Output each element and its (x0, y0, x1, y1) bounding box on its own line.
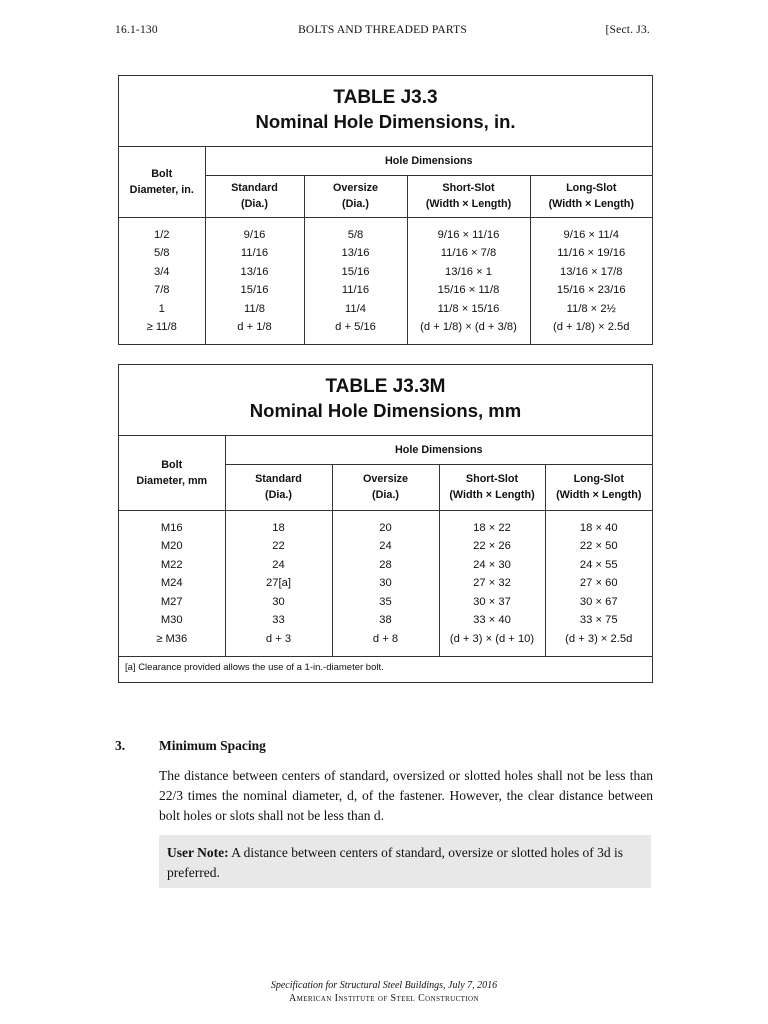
page-footer (0, 979, 768, 1005)
table-cell: 11/16 × 7/8 (407, 244, 530, 263)
column-header-long-slot: Long-Slot (Width × Length) (545, 464, 652, 510)
column-header-oversize: Oversize (Dia.) (304, 175, 407, 217)
table-cell: ≥ 11/8 (146, 321, 177, 333)
table-cell: 11/16 (304, 281, 407, 300)
table-cell: 28 (332, 556, 439, 575)
table-grid (119, 436, 652, 656)
table-cell: 30 (332, 574, 439, 593)
user-note-text: A distance between centers of standard, oversize or slotted holes of 3d is preferred. (167, 845, 624, 880)
table-cell: 11/16 × 19/16 (530, 244, 652, 263)
table-title-block (119, 365, 652, 436)
group-header: Hole Dimensions (225, 436, 652, 464)
footer-publisher: American Institute of Steel Construction (289, 993, 479, 1004)
table-cell: 27 × 60 (545, 574, 652, 593)
table-cell: M30 (160, 614, 183, 626)
table-cell: 24 (225, 556, 332, 575)
table-cell: 9/16 × 11/16 (407, 217, 530, 244)
table-cell: 11/16 (205, 244, 304, 263)
table-cell: M27 (160, 595, 183, 608)
table-cell: 13/16 (205, 263, 304, 282)
table-j3-3 (118, 75, 653, 345)
group-header: Hole Dimensions (205, 147, 652, 175)
table-cell: 24 (332, 537, 439, 556)
table-cell: 5/8 (304, 217, 407, 244)
table-row (119, 510, 652, 537)
table-row (119, 537, 652, 556)
table-cell: M22 (160, 558, 183, 571)
table-cell: 15/16 × 23/16 (530, 281, 652, 300)
table-cell: 38 (332, 611, 439, 630)
table-cell: 1/2 (153, 228, 170, 241)
table-cell: 1 (158, 302, 165, 315)
table-cell: 11/8 (205, 300, 304, 319)
table-cell: 9/16 × 11/4 (530, 217, 652, 244)
table-subtitle: Nominal Hole Dimensions, mm (249, 400, 522, 421)
table-cell: 30 × 37 (439, 593, 545, 612)
table-cell: 7/8 (153, 284, 170, 296)
table-row (119, 318, 652, 345)
table-cell: 33 (225, 611, 332, 630)
table-cell: (d + 1/8) × 2.5d (530, 318, 652, 345)
table-subtitle: Nominal Hole Dimensions, in. (255, 111, 516, 132)
table-j3-3m (118, 364, 653, 683)
table-cell: d + 1/8 (205, 318, 304, 345)
table-row (119, 611, 652, 630)
table-cell: d + 5/16 (304, 318, 407, 345)
table-cell: (d + 3) × (d + 10) (439, 630, 545, 657)
table-cell: M24 (160, 577, 183, 589)
table-row (119, 556, 652, 575)
table-cell: 11/4 (304, 300, 407, 319)
table-cell: 15/16 × 11/8 (407, 281, 530, 300)
running-title: BOLTS AND THREADED PARTS (298, 24, 467, 36)
table-title: TABLE J3.3M (325, 376, 446, 397)
table-row (119, 593, 652, 612)
table-cell: 27 × 32 (439, 574, 545, 593)
table-row (119, 630, 652, 657)
table-row (119, 217, 652, 244)
table-cell: 18 × 40 (545, 510, 652, 537)
table-cell: ≥ M36 (156, 632, 188, 645)
table-cell: (d + 3) × 2.5d (545, 630, 652, 657)
table-cell: 20 (332, 510, 439, 537)
table-cell: 15/16 (304, 263, 407, 282)
section-number: 3. (115, 738, 126, 753)
table-cell: 27[a] (225, 574, 332, 593)
table-footnote: [a] Clearance provided allows the use of a 1-in.-diameter bolt. (119, 656, 652, 678)
section-paragraph: The distance between centers of standard, oversized or slotted holes shall not be less than 22/3 times the nominal diameter, d, of the fastener. However, the clear distance between bolt holes or slots shall not be less than d. (159, 768, 653, 823)
table-cell: M20 (160, 540, 183, 552)
table-row (119, 281, 652, 300)
table-title: TABLE J3.3 (333, 87, 438, 108)
table-cell: 35 (332, 593, 439, 612)
table-cell: 15/16 (205, 281, 304, 300)
column-header-bolt: Bolt Diameter, mm (119, 436, 225, 510)
table-cell: 30 (225, 593, 332, 612)
table-title-block (119, 76, 652, 147)
table-cell: 5/8 (153, 247, 170, 259)
table-cell: 11/8 × 15/16 (407, 300, 530, 319)
table-grid (119, 147, 652, 345)
table-row (119, 574, 652, 593)
table-cell: 33 × 40 (439, 611, 545, 630)
column-header-bolt: Bolt Diameter, in. (119, 147, 205, 217)
table-cell: d + 3 (225, 630, 332, 657)
table-cell: M16 (160, 521, 183, 534)
table-cell: 3/4 (153, 265, 170, 278)
section-reference: [Sect. J3. (605, 24, 650, 36)
table-cell: 13/16 × 17/8 (530, 263, 652, 282)
table-cell: 22 × 50 (545, 537, 652, 556)
table-cell: 18 (225, 510, 332, 537)
table-cell: 11/8 × 2½ (530, 300, 652, 319)
page-number: 16.1-130 (115, 24, 158, 36)
column-header-long-slot: Long-Slot (Width × Length) (530, 175, 652, 217)
table-row (119, 263, 652, 282)
table-row (119, 300, 652, 319)
user-note-label: User Note: (167, 845, 229, 860)
column-header-standard: Standard (Dia.) (205, 175, 304, 217)
table-cell: 22 × 26 (439, 537, 545, 556)
table-cell: d + 8 (332, 630, 439, 657)
table-cell: 33 × 75 (545, 611, 652, 630)
table-cell: 9/16 (205, 217, 304, 244)
table-cell: 24 × 30 (439, 556, 545, 575)
table-cell: 22 (225, 537, 332, 556)
table-cell: 24 × 55 (545, 556, 652, 575)
footer-specification: Specification for Structural Steel Buildings, July 7, 2016 (270, 980, 498, 991)
table-cell: 13/16 (304, 244, 407, 263)
table-cell: (d + 1/8) × (d + 3/8) (407, 318, 530, 345)
table-row (119, 244, 652, 263)
column-header-oversize: Oversize (Dia.) (332, 464, 439, 510)
section-heading: Minimum Spacing (159, 738, 266, 753)
table-cell: 30 × 67 (545, 593, 652, 612)
column-header-standard: Standard (Dia.) (225, 464, 332, 510)
column-header-short-slot: Short-Slot (Width × Length) (439, 464, 545, 510)
table-cell: 18 × 22 (439, 510, 545, 537)
column-header-short-slot: Short-Slot (Width × Length) (407, 175, 530, 217)
table-cell: 13/16 × 1 (407, 263, 530, 282)
user-note (159, 835, 651, 888)
